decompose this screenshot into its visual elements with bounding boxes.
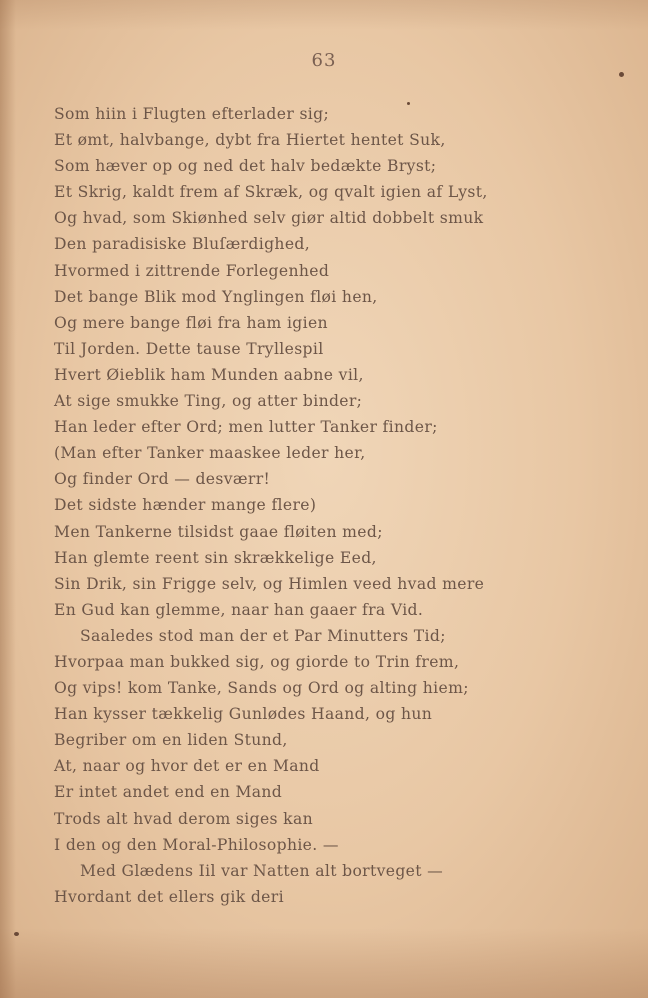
paper-speck [619,72,624,77]
poem-text [54,101,634,910]
page-bottom-shading [0,928,648,998]
text-line: Hvert Øieblik ham Munden aabne vil, [54,365,364,384]
text-line: Han kysser tækkelig Gunlødes Haand, og hun [54,705,433,724]
text-line: Og vips! kom Tanke, Sands og Ord og alting hiem; [54,679,469,698]
page-left-shading [0,0,16,998]
page-top-shading [0,0,648,30]
text-line: Hvormed i zittrende Forlegenhed [54,261,330,280]
text-line: Og hvad, som Skiønhed selv giør altid dobbelt smuk [54,209,484,228]
text-line: Han leder efter Ord; men lutter Tanker finder; [54,418,438,437]
text-line: I den og den Moral-Philosophie. — [54,835,339,854]
text-line: Et Skrig, kaldt frem af Skræk, og qvalt igien af Lyst, [54,183,488,202]
text-line: Men Tankerne tilsidst gaae fløiten med; [54,522,383,541]
paper-speck [14,932,19,936]
text-line: Hvorpaa man bukked sig, og giorde to Trin frem, [54,652,460,671]
text-line: Det sidste hænder mange flere) [54,496,317,515]
text-line: En Gud kan glemme, naar han gaaer fra Vid. [54,600,424,619]
paper-speck [407,102,410,105]
text-line: Og finder Ord — desværr! [54,470,271,489]
text-line: Saaledes stod man der et Par Minutters Tid; [80,626,446,645]
text-line: Og mere bange fløi fra ham igien [54,313,328,332]
text-line: Som hæver op og ned det halv bedækte Bryst; [54,157,437,176]
text-line: Et ømt, halvbange, dybt fra Hiertet hentet Suk, [54,131,446,150]
text-line: Hvordant det ellers gik deri [54,887,284,906]
text-line: Han glemte reent sin skrækkelige Eed, [54,548,377,567]
text-line: Som hiin i Flugten efterlader sig; [54,105,330,123]
page-number: 63 [311,50,337,71]
text-line: Det bange Blik mod Ynglingen fløi hen, [54,287,378,306]
text-line: (Man efter Tanker maaskee leder her, [54,444,366,463]
text-line: Med Glædens Iil var Natten alt bortveget — [80,861,444,880]
text-line: Trods alt hvad derom siges kan [54,809,314,828]
text-line: At sige smukke Ting, og atter binder; [54,392,363,411]
text-line: Den paradisiske Bluſærdighed, [54,235,311,254]
text-line: Til Jorden. Dette tause Tryllespil [54,339,324,358]
text-line: Sin Drik, sin Frigge selv, og Himlen veed hvad mere [54,574,485,593]
text-line: Begriber om en liden Stund, [54,731,288,750]
text-line: At, naar og hvor det er en Mand [54,757,320,776]
text-line: Er intet andet end en Mand [54,783,283,802]
